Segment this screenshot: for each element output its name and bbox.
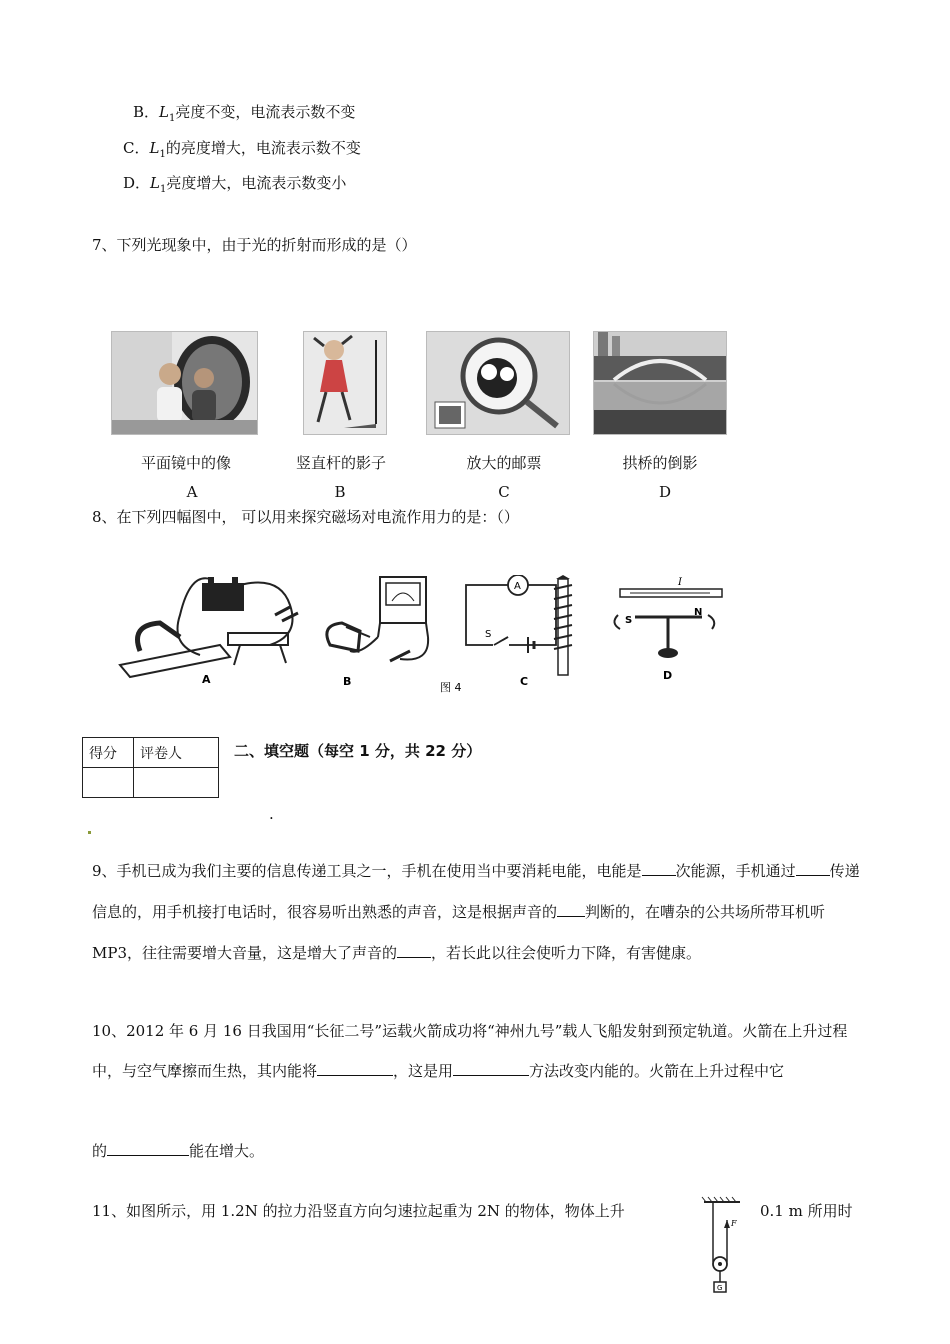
diagram-label-d: D (663, 669, 673, 682)
option-c: C．$L_1$的亮度增大，电流表示数不变 (123, 139, 361, 160)
caption-c: 放大的邮票 (466, 454, 542, 472)
force-label: F (731, 1219, 737, 1228)
choice-letter-a: A (186, 483, 198, 501)
grader-cell[interactable] (134, 768, 219, 798)
question-10-tail: 的 能在增大。 (92, 1139, 264, 1162)
choice-letter-b: B (334, 483, 346, 501)
blank-10-1[interactable] (317, 1059, 393, 1076)
magnetism-diagrams (110, 575, 740, 695)
question-11-tail: 0.1 m 所用时 (760, 1202, 853, 1220)
figure-label: 图 4 (440, 681, 462, 694)
current-label: I (678, 577, 682, 588)
score-header: 得分 (83, 738, 134, 768)
section-2-title: 二、填空题（每空 1 分，共 22 分） (234, 742, 482, 760)
question-11: 11、如图所示，用 1.2N 的拉力沿竖直方向匀速拉起重为 2N 的物体，物体上升 (92, 1202, 625, 1220)
diagram-b (327, 577, 428, 661)
question-8-stem: 8、在下列四幅图中， 可以用来探究磁场对电流作用力的是：（） (92, 508, 519, 526)
blank-9-2[interactable] (796, 859, 830, 876)
score-table (82, 737, 219, 798)
caption-b: 竖直杆的影子 (295, 454, 386, 472)
caption-d: 拱桥的倒影 (622, 454, 698, 472)
blank-9-4[interactable] (397, 941, 431, 958)
diagram-label-b: B (343, 675, 352, 688)
south-label: S (625, 615, 633, 626)
photo-bridge-reflection (593, 331, 727, 435)
pulley-diagram (700, 1196, 750, 1298)
option-d: D．$L_1$亮度增大，电流表示数变小 (123, 174, 347, 195)
north-label: N (694, 607, 703, 618)
diagram-d (614, 577, 722, 658)
blank-9-3[interactable] (557, 900, 585, 917)
photo-pole-shadow (303, 331, 387, 435)
question-9: 9、手机已成为我们主要的信息传递工具之一，手机在使用当中要消耗电能，电能是 次能源，手机通过 传递信息的，用手机接打电话时，很容易听出熟悉的声音，这是根据声音的 判断的，在嘈杂的公共场所带耳机听 MP3，往往需要增大音量，这是增大了声音的 ，若长此以往会使听力下降，有害健康。 (92, 851, 867, 974)
blank-10-3[interactable] (107, 1139, 189, 1156)
diagram-a (120, 577, 298, 677)
diagram-c (466, 575, 572, 675)
option-b: B．$L_1$亮度不变，电流表示数不变 (133, 103, 356, 124)
switch-label: S (485, 629, 492, 640)
diagram-label-c: C (520, 675, 529, 688)
score-cell[interactable] (83, 768, 134, 798)
grader-header: 评卷人 (134, 738, 219, 768)
diagram-label-a: A (202, 673, 211, 686)
blank-9-1[interactable] (642, 859, 676, 876)
question-7-stem: 7、下列光现象中，由于光的折射而形成的是（） (92, 236, 417, 254)
choice-letter-c: C (498, 483, 510, 501)
weight-label: G (717, 1284, 723, 1292)
stray-mark (88, 831, 91, 834)
question-10: 10、2012 年 6 月 16 日我国用“长征二号”运载火箭成功将“神州九号”载人飞船发射到预定轨道。火箭在上升过程中，与空气摩擦而生热，其内能将 ，这是用 方法改变内能的。火箭在上升过程中它 (92, 1022, 848, 1080)
blank-10-2[interactable] (453, 1059, 529, 1076)
photo-magnified-stamp (426, 331, 570, 435)
caption-a: 平面镜中的像 (140, 454, 231, 472)
photo-mirror-image (111, 331, 258, 435)
stray-dot: . (269, 805, 274, 823)
choice-letter-d: D (658, 483, 672, 501)
ammeter-label: A (514, 581, 521, 592)
